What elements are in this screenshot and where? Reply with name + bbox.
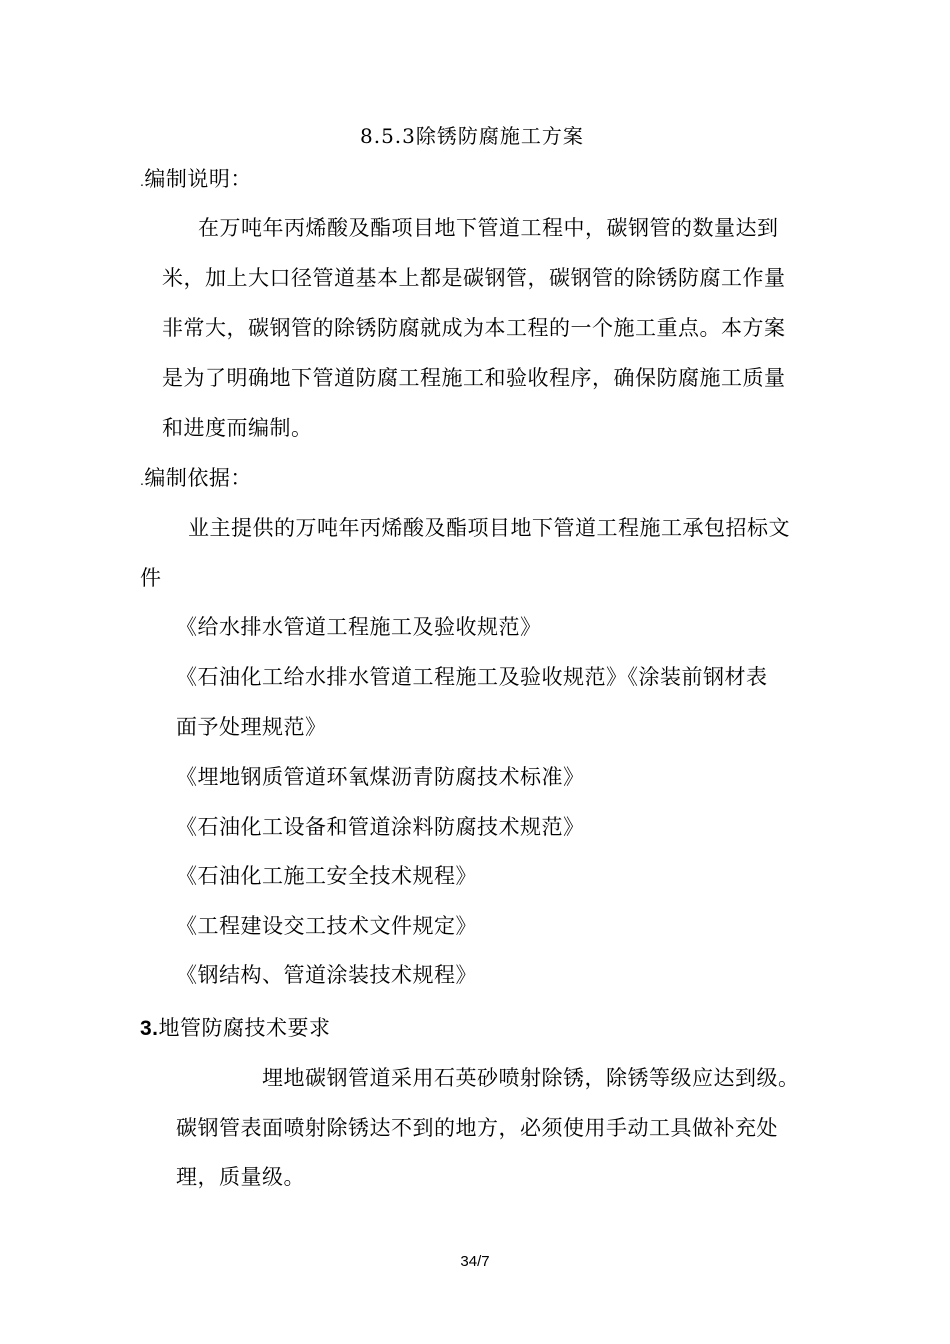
section1-line-5: 和进度而编制。 [162,416,313,440]
page-number: 34/7 [460,1253,490,1270]
section1-line-3: 非常大，碳钢管的除锈防腐就成为本工程的一个施工重点。本方案 [162,316,786,340]
section2-line-1: 业主提供的万吨年丙烯酸及酯项目地下管道工程施工承包招标文 [188,516,790,540]
section2-line-2: 件 [140,566,162,590]
section1-heading [140,165,252,195]
section2-line-9: 《工程建设交工技术文件规定》 [176,914,477,938]
section2-line-3: 《给水排水管道工程施工及验收规范》 [176,615,542,639]
section3-line-2: 碳钢管表面喷射除锈达不到的地方，必须使用手动工具做补充处 [176,1116,778,1140]
section3-line-1: 埋地碳钢管道采用石英砂喷射除锈，除锈等级应达到级。 [262,1066,800,1090]
section3-heading-text: 地管防腐技术要求 [158,1016,331,1040]
section2-line-8: 《石油化工施工安全技术规程》 [176,864,477,888]
section1-line-4: 是为了明确地下管道防腐工程施工和验收程序，确保防腐施工质量 [162,366,786,390]
section1-line-1: 在万吨年丙烯酸及酯项目地下管道工程中，碳钢管的数量达到 [198,216,779,240]
section2-line-6: 《埋地钢质管道环氧煤沥青防腐技术标准》 [176,765,585,789]
section2-line-4: 《石油化工给水排水管道工程施工及验收规范》《涂装前钢材表 [176,665,768,689]
section2-heading [140,464,252,494]
section3-number: 3. [140,1017,159,1040]
section2-line-10: 《钢结构、管道涂装技术规程》 [176,963,477,987]
section3-heading [140,1014,331,1043]
section1-prefix: . [140,173,145,189]
section2-line-7: 《石油化工设备和管道涂料防腐技术规范》 [176,815,585,839]
section2-heading-text: 编制依据： [144,466,252,490]
section1-line-2: 米，加上大口径管道基本上都是碳钢管，碳钢管的除锈防腐工作量 [162,266,786,290]
section3-line-3: 理，质量级。 [176,1165,305,1189]
section1-heading-text: 编制说明： [144,167,252,191]
section2-prefix: . [140,472,145,488]
section2-line-5: 面予处理规范》 [176,715,327,739]
document-title: 8.5.3除锈防腐施工方案 [360,124,584,148]
